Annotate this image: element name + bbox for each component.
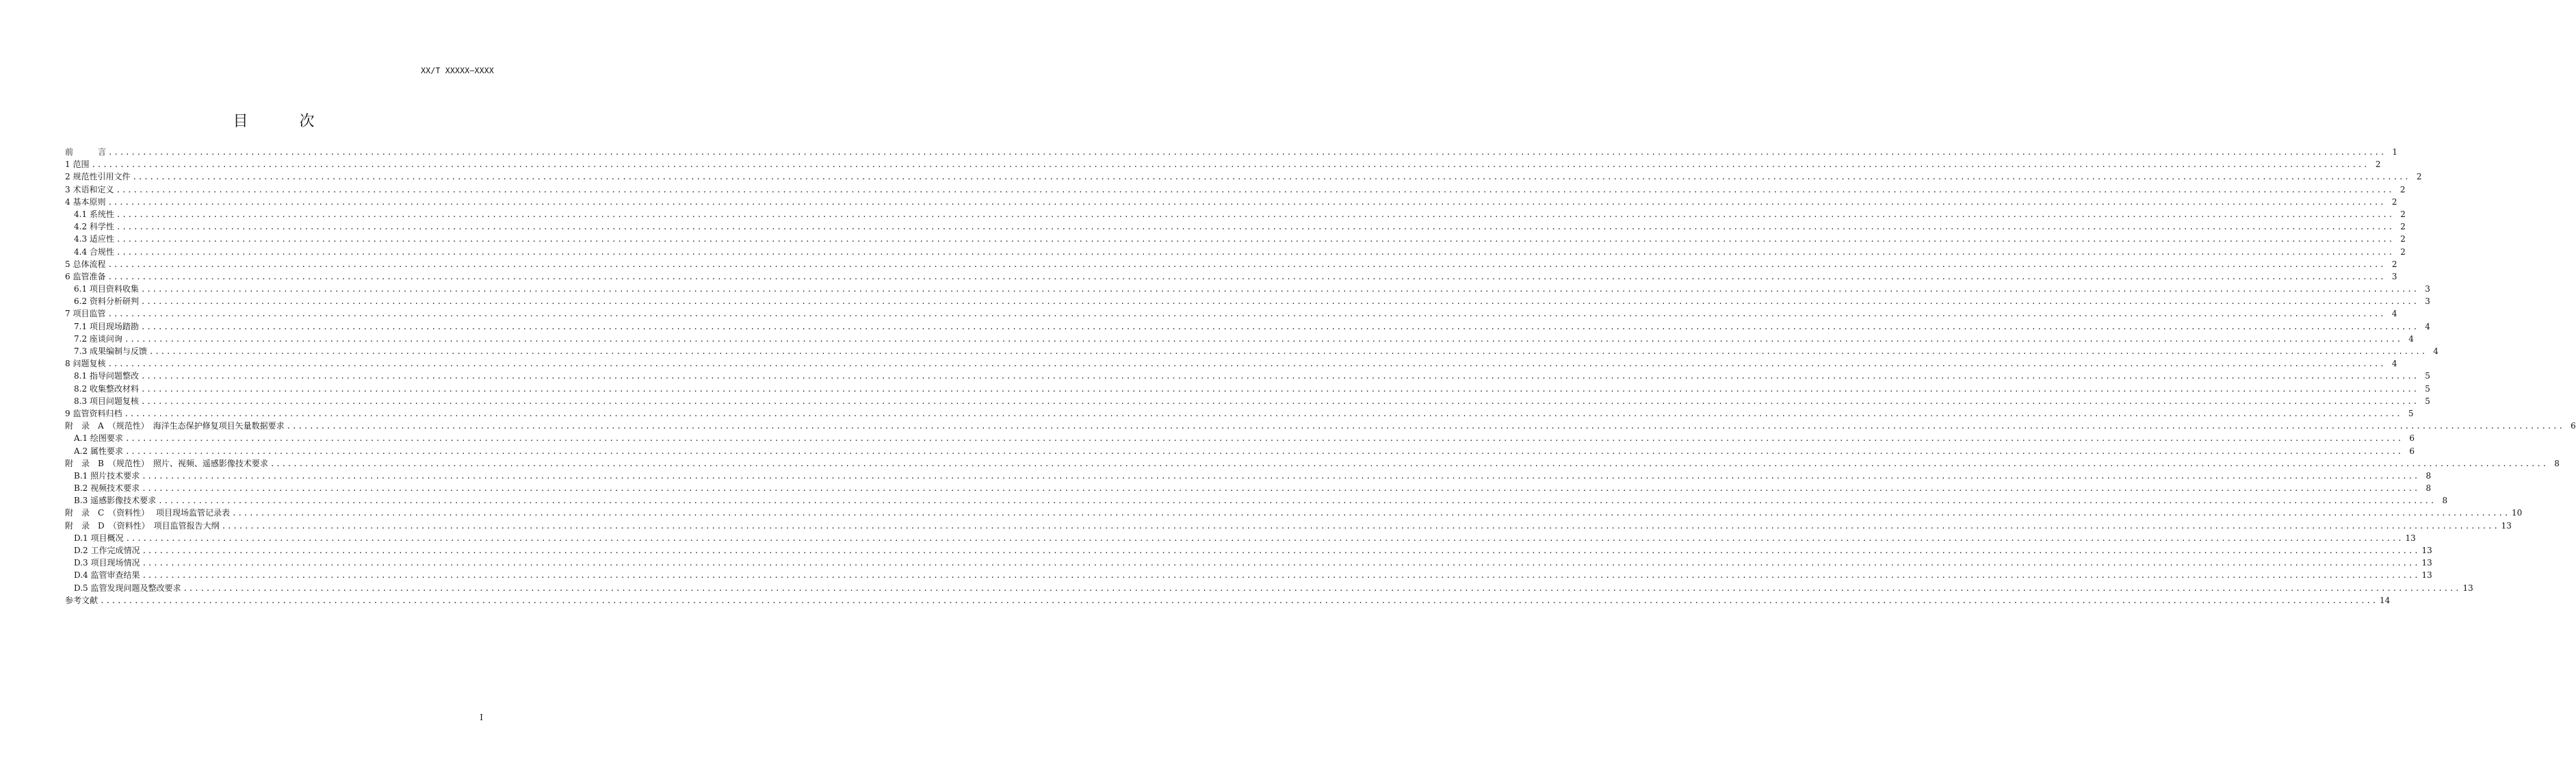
toc-entry-page: 4 xyxy=(2408,333,2414,344)
toc-entry-page: 8 xyxy=(2425,483,2432,494)
toc-leader-dots: ................................................................................................................................................................................................................................................................................................................................................................................................................ xyxy=(140,372,2419,381)
toc-leader-dots: ................................................................................................................................................................................................................................................................................................................................................................................................................ xyxy=(107,259,2386,269)
toc-entry-label: D.2 工作完成情况 xyxy=(74,546,140,555)
toc-leader-dots: ................................................................................................................................................................................................................................................................................................................................................................................................................ xyxy=(232,509,2510,518)
toc-entry-page: 13 xyxy=(2421,546,2432,555)
toc-entry[interactable] xyxy=(65,420,2576,432)
toc-entry[interactable] xyxy=(65,370,2430,382)
toc-entry-label: 附 录 B （规范性） 照片、视频、遥感影像技术要求 xyxy=(65,458,268,468)
toc-leader-dots: ................................................................................................................................................................................................................................................................................................................................................................................................................ xyxy=(221,521,2499,531)
toc-entry-page: 13 xyxy=(2462,583,2473,593)
toc-entry-page: 6 xyxy=(2409,433,2415,444)
toc-entry-page: 2 xyxy=(2400,209,2406,219)
toc-leader-dots: ................................................................................................................................................................................................................................................................................................................................................................................................................ xyxy=(125,434,2403,444)
toc-leader-dots: ................................................................................................................................................................................................................................................................................................................................................................................................................ xyxy=(140,297,2419,307)
toc-leader-dots: ................................................................................................................................................................................................................................................................................................................................................................................................................ xyxy=(132,173,2410,182)
toc-leader-dots: ................................................................................................................................................................................................................................................................................................................................................................................................................ xyxy=(124,409,2402,418)
toc-entry[interactable] xyxy=(65,507,2523,519)
toc-entry-label: 6.1 项目资料收集 xyxy=(74,284,139,294)
toc-leader-dots: ................................................................................................................................................................................................................................................................................................................................................................................................................ xyxy=(142,546,2420,555)
toc-entry-page: 2 xyxy=(2400,222,2406,232)
toc-entry-page: 10 xyxy=(2512,508,2523,518)
toc-leader-dots: ................................................................................................................................................................................................................................................................................................................................................................................................................ xyxy=(107,359,2386,369)
toc-entry[interactable] xyxy=(65,345,2438,357)
toc-entry[interactable] xyxy=(65,208,2406,220)
toc-entry[interactable] xyxy=(65,357,2397,370)
toc-entry-label: 附 录 C （资料性） 项目现场监管记录表 xyxy=(65,508,230,518)
toc-entry-label: 参考文献 xyxy=(65,595,99,605)
toc-entry[interactable] xyxy=(65,246,2406,258)
toc-leader-dots: ................................................................................................................................................................................................................................................................................................................................................................................................................ xyxy=(107,272,2386,281)
toc-leader-dots: ................................................................................................................................................................................................................................................................................................................................................................................................................ xyxy=(142,471,2420,481)
toc-entry-page: 2 xyxy=(2400,234,2406,244)
toc-entry-label: B.2 视频技术要求 xyxy=(74,483,140,494)
toc-entry-label: 前 言 xyxy=(65,147,107,157)
toc-leader-dots: ................................................................................................................................................................................................................................................................................................................................................................................................................ xyxy=(116,223,2394,232)
toc-entry[interactable] xyxy=(65,183,2406,196)
toc-leader-dots: ................................................................................................................................................................................................................................................................................................................................................................................................................ xyxy=(286,422,2564,431)
toc-entry[interactable] xyxy=(65,470,2432,482)
toc-leader-dots: ................................................................................................................................................................................................................................................................................................................................................................................................................ xyxy=(148,347,2427,356)
toc-entry[interactable] xyxy=(65,146,2398,158)
toc-entry[interactable] xyxy=(65,395,2430,407)
toc-entry-page: 5 xyxy=(2425,383,2430,394)
toc-entry-page: 13 xyxy=(2421,558,2432,568)
toc-entry[interactable] xyxy=(65,582,2473,594)
toc-leader-dots: ................................................................................................................................................................................................................................................................................................................................................................................................................ xyxy=(142,559,2420,568)
toc-entry-label: 4.2 科学性 xyxy=(74,222,114,232)
toc-entry[interactable] xyxy=(65,494,2448,507)
toc-leader-dots: ................................................................................................................................................................................................................................................................................................................................................................................................................ xyxy=(116,209,2394,219)
toc-leader-dots: ................................................................................................................................................................................................................................................................................................................................................................................................................ xyxy=(107,309,2386,319)
toc-entry-label: D.3 项目现场情况 xyxy=(74,558,140,568)
toc-entry-label: 4.3 适应性 xyxy=(74,234,114,244)
toc-entry-label: 8.2 收集整改材料 xyxy=(74,383,139,394)
toc-leader-dots: ................................................................................................................................................................................................................................................................................................................................................................................................................ xyxy=(125,446,2403,456)
toc-entry-page: 2 xyxy=(2399,184,2406,194)
toc-entry-page: 4 xyxy=(2425,321,2430,331)
toc-entry-label: 附 录 A （规范性） 海洋生态保护修复项目矢量数据要求 xyxy=(65,421,285,431)
toc-entry[interactable] xyxy=(65,569,2432,581)
toc-leader-dots: ................................................................................................................................................................................................................................................................................................................................................................................................................ xyxy=(100,596,2378,605)
toc-entry-label: 1 范围 xyxy=(65,160,90,170)
toc-entry-label: 8.3 项目问题复核 xyxy=(74,396,139,406)
standard-code: XX/T XXXXX—XXXX xyxy=(421,66,494,75)
toc-entry-label: 8.1 指导问题整改 xyxy=(74,371,139,381)
toc-entry[interactable] xyxy=(65,482,2432,494)
toc-entry-page: 5 xyxy=(2408,408,2414,418)
toc-entry-label: B.1 照片技术要求 xyxy=(74,470,140,481)
toc-entry[interactable] xyxy=(65,295,2430,307)
toc-entry[interactable] xyxy=(65,445,2415,457)
toc-entry[interactable] xyxy=(65,457,2560,470)
toc-entry-page: 8 xyxy=(2425,470,2432,481)
toc-leader-dots: ................................................................................................................................................................................................................................................................................................................................................................................................................ xyxy=(140,285,2419,294)
toc-leader-dots: ................................................................................................................................................................................................................................................................................................................................................................................................................ xyxy=(116,235,2394,244)
table-of-contents xyxy=(65,146,2576,607)
toc-entry-page: 1 xyxy=(2392,147,2398,157)
toc-leader-dots: ................................................................................................................................................................................................................................................................................................................................................................................................................ xyxy=(107,197,2386,207)
toc-entry[interactable] xyxy=(65,594,2391,607)
toc-leader-dots: ................................................................................................................................................................................................................................................................................................................................................................................................................ xyxy=(124,334,2402,344)
toc-entry-label: 2 规范性引用文件 xyxy=(65,172,131,182)
toc-entry-label: 8 问题复核 xyxy=(65,359,106,369)
toc-entry-label: B.3 遥感影像技术要求 xyxy=(74,496,157,506)
toc-entry-label: 5 总体流程 xyxy=(65,259,106,269)
toc-leader-dots: ................................................................................................................................................................................................................................................................................................................................................................................................................ xyxy=(183,583,2461,593)
toc-entry-page: 2 xyxy=(2416,172,2422,182)
toc-entry[interactable] xyxy=(65,307,2397,320)
toc-entry[interactable] xyxy=(65,532,2416,544)
toc-entry-page: 3 xyxy=(2425,296,2430,307)
toc-entry[interactable] xyxy=(65,320,2430,333)
toc-entry-label: A.2 属性要求 xyxy=(74,446,123,456)
toc-entry-page: 5 xyxy=(2425,371,2430,381)
toc-leader-dots: ................................................................................................................................................................................................................................................................................................................................................................................................................ xyxy=(108,148,2386,157)
toc-entry[interactable] xyxy=(65,333,2414,345)
toc-leader-dots: ................................................................................................................................................................................................................................................................................................................................................................................................................ xyxy=(142,571,2420,581)
toc-entry[interactable] xyxy=(65,270,2397,283)
toc-entry-page: 6 xyxy=(2571,421,2576,431)
toc-entry-page: 6 xyxy=(2409,446,2415,456)
toc-leader-dots: ................................................................................................................................................................................................................................................................................................................................................................................................................ xyxy=(140,384,2419,394)
toc-entry-page: 4 xyxy=(2433,346,2438,356)
toc-entry-label: 4.4 合规性 xyxy=(74,246,114,257)
toc-entry-label: D.1 项目概况 xyxy=(74,533,124,543)
toc-entry-label: 9 监管资料归档 xyxy=(65,408,122,418)
toc-entry-page: 14 xyxy=(2380,595,2391,605)
toc-entry[interactable] xyxy=(65,258,2397,270)
toc-entry[interactable] xyxy=(65,196,2397,208)
toc-entry-page: 3 xyxy=(2391,271,2397,281)
toc-entry[interactable] xyxy=(65,233,2406,245)
page-number: I xyxy=(480,713,483,722)
toc-entry[interactable] xyxy=(65,557,2432,569)
toc-entry[interactable] xyxy=(65,283,2430,295)
toc-entry[interactable] xyxy=(65,170,2422,183)
toc-entry-label: D.4 监管审查结果 xyxy=(74,570,140,581)
toc-entry[interactable] xyxy=(65,220,2406,233)
toc-entry-page: 5 xyxy=(2425,396,2430,406)
toc-entry-page: 13 xyxy=(2421,570,2432,581)
toc-entry-label: A.1 绘图要求 xyxy=(74,433,123,444)
toc-entry-label: 3 术语和定义 xyxy=(65,184,114,194)
toc-entry-label: D.5 监管发现问题及整改要求 xyxy=(74,583,181,593)
toc-leader-dots: ................................................................................................................................................................................................................................................................................................................................................................................................................ xyxy=(270,459,2548,468)
toc-leader-dots: ................................................................................................................................................................................................................................................................................................................................................................................................................ xyxy=(125,533,2404,543)
toc-leader-dots: ................................................................................................................................................................................................................................................................................................................................................................................................................ xyxy=(142,484,2420,494)
toc-entry-page: 4 xyxy=(2391,359,2397,369)
toc-leader-dots: ................................................................................................................................................................................................................................................................................................................................................................................................................ xyxy=(116,185,2394,194)
toc-entry-label: 6 监管准备 xyxy=(65,271,106,281)
toc-entry-page: 13 xyxy=(2501,520,2512,531)
toc-leader-dots: ................................................................................................................................................................................................................................................................................................................................................................................................................ xyxy=(158,496,2436,506)
toc-entry-label: 7.3 成果编制与反馈 xyxy=(74,346,147,356)
toc-entry-page: 2 xyxy=(2391,259,2397,269)
toc-entry-page: 3 xyxy=(2425,284,2430,294)
toc-entry-label: 7.1 项目现场踏勘 xyxy=(74,321,139,331)
toc-entry-label: 附 录 D （资料性） 项目监管报告大纲 xyxy=(65,520,220,531)
page-title: 目 次 xyxy=(233,113,338,130)
toc-entry[interactable] xyxy=(65,383,2430,395)
toc-entry-label: 6.2 资料分析研判 xyxy=(74,296,139,307)
toc-entry-page: 2 xyxy=(2375,160,2381,170)
toc-entry-label: 7.2 座谈问询 xyxy=(74,333,122,344)
toc-entry-page: 4 xyxy=(2391,309,2397,319)
toc-entry[interactable] xyxy=(65,407,2414,420)
toc-leader-dots: ................................................................................................................................................................................................................................................................................................................................................................................................................ xyxy=(140,322,2419,331)
toc-entry-page: 8 xyxy=(2442,496,2448,506)
toc-entry-label: 7 项目监管 xyxy=(65,309,106,319)
toc-entry[interactable] xyxy=(65,158,2381,170)
toc-leader-dots: ................................................................................................................................................................................................................................................................................................................................................................................................................ xyxy=(116,247,2394,257)
toc-entry-page: 8 xyxy=(2554,458,2560,468)
toc-leader-dots: ................................................................................................................................................................................................................................................................................................................................................................................................................ xyxy=(91,160,2369,170)
toc-entry[interactable] xyxy=(65,544,2432,557)
toc-entry-page: 2 xyxy=(2391,196,2397,207)
toc-entry[interactable] xyxy=(65,520,2512,532)
toc-leader-dots: ................................................................................................................................................................................................................................................................................................................................................................................................................ xyxy=(140,396,2419,406)
toc-entry-label: 4.1 系统性 xyxy=(74,209,114,219)
toc-entry[interactable] xyxy=(65,432,2415,444)
toc-entry-page: 2 xyxy=(2400,246,2406,257)
toc-entry-label: 4 基本原则 xyxy=(65,196,106,207)
toc-entry-page: 13 xyxy=(2405,533,2416,543)
